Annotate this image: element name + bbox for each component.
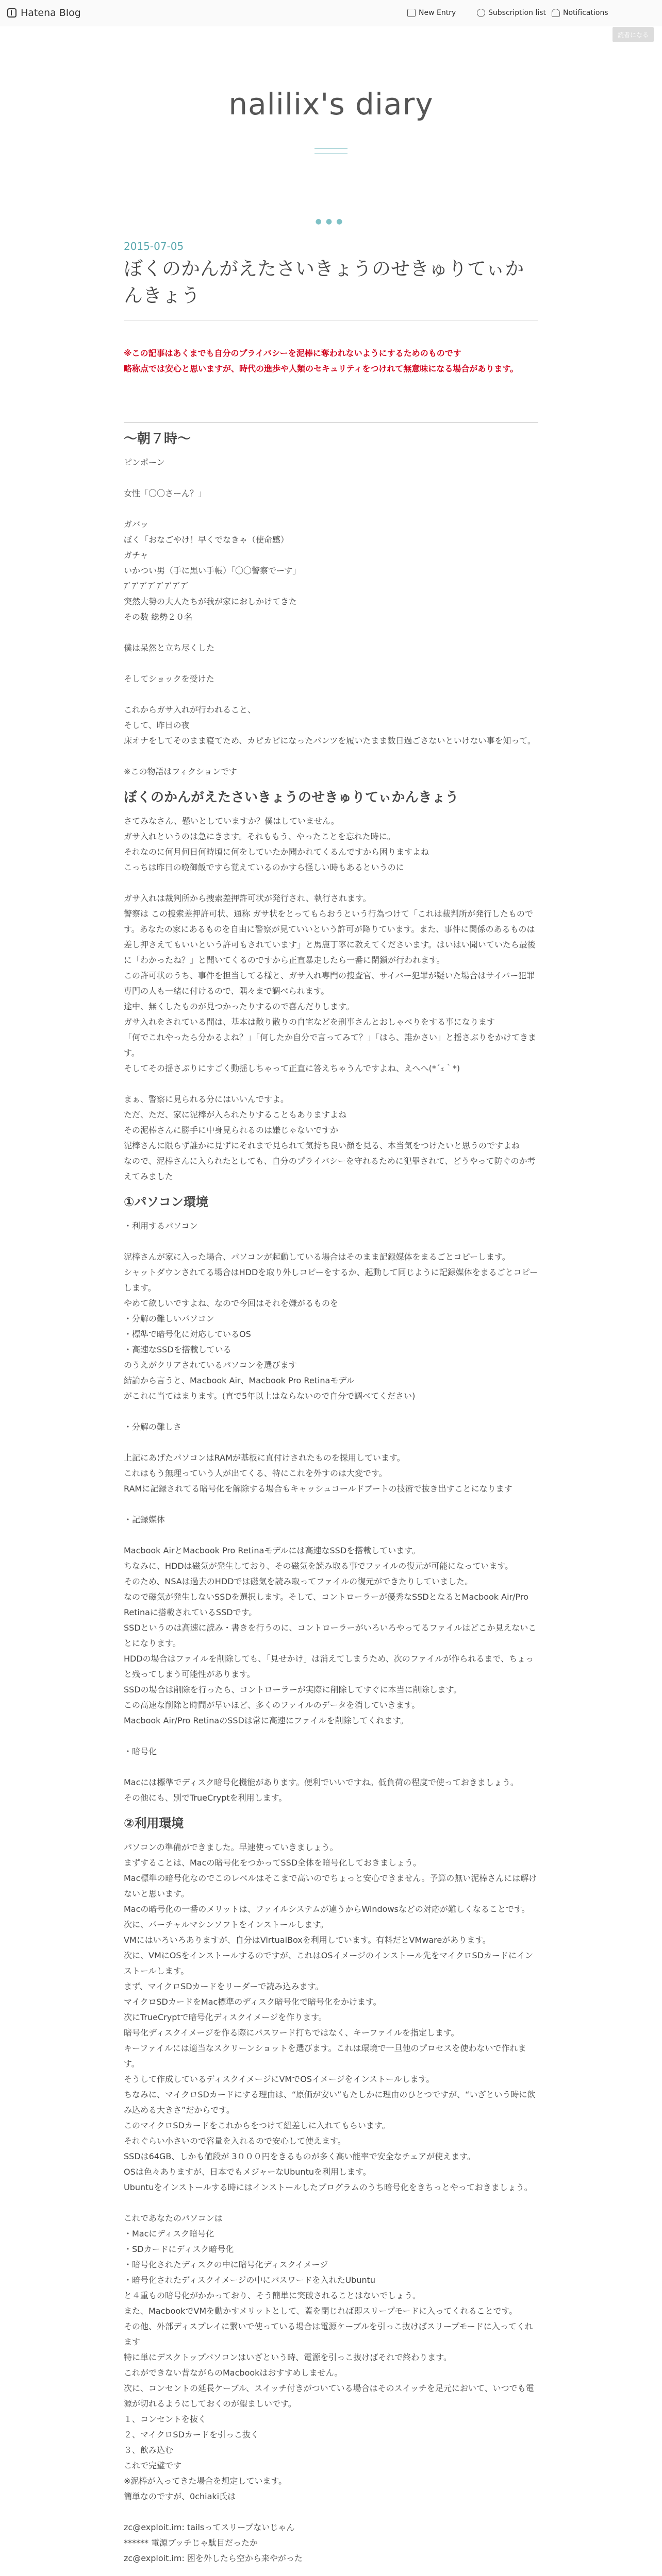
text-line: 床オナをしてそのまま寝てため、カピカピになったパンツを履いたまま数日過ごさないといけない事を知って。 xyxy=(124,736,536,745)
text-line: そして、昨日の夜 xyxy=(124,720,190,730)
text-line: ぼく「おなごやけ！早くでなきゃ（使命感） xyxy=(124,535,289,545)
text-line: これからガサ入れが行われること、 xyxy=(124,705,256,715)
text-line: 次に、VMにOSをインストールするのですが、これはOSイメージのインストール先をマイクロSDカードにインストールします。 xyxy=(124,1951,534,1976)
entry-title[interactable]: ぼくのかんがえたさいきょうのせきゅりてぃかんきょう xyxy=(124,258,524,307)
hatena-blog-logo[interactable] xyxy=(7,7,81,19)
text-line xyxy=(124,2566,538,2576)
text-line: 次に、コンセントの延長ケーブル、スイッチ付きがついている場合はそのスイッチを足元において、いつでも電源が切れるようにしておくのが望ましいです。 xyxy=(124,2383,534,2409)
top-bar xyxy=(0,0,662,26)
entry-date[interactable]: 2015-07-05 xyxy=(124,240,184,252)
text-line: これはもう無理っていう人が出てくる、特にこれを外すのは大変です。 xyxy=(124,1468,387,1478)
text-line: ちなみに、マイクロSDカードにする理由は、“原価が安い”もたしかに理由のひとつですが、“いざという時に飲み込める大きさ”だからです。 xyxy=(124,2090,536,2115)
text-line: ２、マイクロSDカードを引っこ抜く xyxy=(124,2430,259,2439)
text-line: まず、マイクロSDカードをリーダーで読み込みます。 xyxy=(124,1981,324,1991)
text-line: その泥棒さんに勝手に中身見られるのは嫌じゃないですか xyxy=(124,1125,339,1135)
text-line: 突然大勢の大人たちが我が家におしかけてきた xyxy=(124,597,297,606)
text-line: ・利用するパソコン xyxy=(124,1221,198,1231)
text-line: 「何でこれやったら分かるよね？」「何したか自分で言ってみて？」「はら、誰かさい」と揺さぶりをかけてきます。 xyxy=(124,1032,537,1058)
subscription-label: Subscription list xyxy=(488,9,546,17)
text-line xyxy=(124,625,538,640)
section-heading-security: ぼくのかんがえたさいきょうのせきゅりてぃかんきょう xyxy=(124,790,459,805)
text-line xyxy=(124,501,538,517)
usage-paragraphs xyxy=(124,1840,538,2576)
text-line: シャットダウンされてる場合はHDDを取り外しコピーをするか、起動して同じように記録媒体をまるごとコピーします。 xyxy=(124,1267,538,1293)
text-line: そしてその揺さぶりにすごく動揺しちゃって正直に答えちゃうんですよね、えへへ(*´ｪ｀*) xyxy=(124,1063,460,1073)
text-line: そのため、NSAは過去のHDDでは磁気を読み取ってファイルの復元ができたりしていました。 xyxy=(124,1577,473,1586)
text-line: 次にTrueCryptで暗号化ディスクイメージを作ります。 xyxy=(124,2012,327,2022)
text-line: また、MacbookでVMを動かすメリットとして、蓋を閉じれば即スリープモードに入ってくれることです。 xyxy=(124,2306,518,2316)
text-line: 特に単にデスクトップパソコンはいざという時、電源を引っこ抜けばそれで終わります。 xyxy=(124,2352,452,2362)
text-line xyxy=(124,1528,538,1543)
user-menu-button[interactable]: 読者になる xyxy=(613,27,654,42)
new-entry-button[interactable] xyxy=(407,7,456,19)
text-line: 暗号化ディスクイメージを作る際にパスワード打ちではなく、キーファイルを指定します。 xyxy=(124,2028,459,2038)
text-line: ・分解の難しさ xyxy=(124,1422,182,1432)
text-line: Macの暗号化の一番のメリットは、ファイルシステムが違うからWindowsなどの対応が難しくなることです。 xyxy=(124,1904,530,1914)
text-line: と４重もの暗号化がかかっており、そう簡単に突破されることはないでしょう。 xyxy=(124,2291,421,2300)
text-line xyxy=(124,749,538,764)
text-line: ・記録媒体 xyxy=(124,1515,166,1524)
text-line: RAMに記録されてる暗号化を解除する場合もキャッシュコールドブートの技術で抜き出すことになります xyxy=(124,1484,512,1494)
text-line: キーファイルには適当なスクリーンショットを選びます。これは環境で一旦他のプロセスを使わないで作れます。 xyxy=(124,2043,526,2069)
text-line: これで完璧です xyxy=(124,2461,182,2470)
notifications-label: Notifications xyxy=(563,9,608,17)
text-line: いかつい男（手に黒い手帳）「〇〇警察でーす」 xyxy=(124,566,301,575)
text-line: その他にも、別でTrueCryptを利用します。 xyxy=(124,1793,287,1803)
text-line xyxy=(124,687,538,702)
text-line: それぐらい小さいので容量を入れるので安心して使えます。 xyxy=(124,2136,346,2146)
section-heading-morning: 〜朝７時〜 xyxy=(124,422,538,449)
text-line: これができない昔ながらのMacbookはおすすめしません。 xyxy=(124,2368,343,2378)
text-line: がこれに当てはまります。(直で5年以上はならないので自分で調べてください) xyxy=(124,1391,416,1401)
bell-icon xyxy=(552,9,560,17)
text-line: zc@exploit.im: 困を外したら空から来やがった xyxy=(124,2553,303,2563)
text-line: その他、外部ディスプレイに繋いで使っている場合は電源ケーブルを引っこ抜けばスリープモードに入ってくれます xyxy=(124,2321,533,2347)
text-line: ※泥棒が入ってきた場合を想定しています。 xyxy=(124,2476,287,2486)
text-line xyxy=(124,1076,538,1092)
text-line: ガバッ xyxy=(124,519,149,529)
text-line xyxy=(124,2504,538,2520)
text-line: ・暗号化されたディスクイメージの中にパスワードを入れたUbuntu xyxy=(124,2275,376,2285)
text-line: なので、泥棒さんに入られたとしても、自分のプライバシーを守れるために犯罪されて、どうやって防ぐのか考えてみました xyxy=(124,1156,536,1181)
text-line xyxy=(124,656,538,671)
blog-title[interactable]: nalilix's diary xyxy=(228,87,434,122)
notifications-button[interactable] xyxy=(552,7,608,19)
text-line: SSDというのは高速に読み・書きを行うのに、コントローラーがいろいろやってるファイルはどこか見えないことになります。 xyxy=(124,1623,537,1648)
text-line: 途中、無くしたものが見つかったりするので喜んだりします。 xyxy=(124,1002,354,1011)
text-line: VMにはいろいろありますが、自分はVirtualBoxを利用しています。有料だとVMwareがあります。 xyxy=(124,1935,491,1945)
text-line: この許可状のうち、事件を担当してる様と、ガサ入れ専門の捜査官、サイバー犯罪が疑いた場合はサイバー犯罪専門の人も一緒に付けるので、隅々まで調べられます。 xyxy=(124,971,535,996)
text-line: ****** 電源ブッチじゃ駄目だったか xyxy=(124,2538,258,2548)
subscription-list-button[interactable] xyxy=(477,7,546,19)
text-line: ※この物語はフィクションです xyxy=(124,767,237,776)
text-line: SSDは64GB、しかも値段が 3０００円をきるものが多く高い能率で安全なチェアが使えます。 xyxy=(124,2151,475,2161)
text-line: ・SDカードにディスク暗号化 xyxy=(124,2244,234,2254)
warning-line: ※この記事はあくまでも自分のプライバシーを泥棒に奪われないようにするためのものです xyxy=(124,348,461,358)
text-line: 女性「〇〇さーん？」 xyxy=(124,488,207,498)
text-line: Macbook Air/Pro RetinaのSSDは常に高速にファイルを削除してくれます。 xyxy=(124,1716,409,1725)
text-line xyxy=(124,875,538,891)
text-line: ガサ入れというのは急にきます。それももう、やったことを忘れた時に。 xyxy=(124,832,395,841)
body-paragraphs xyxy=(124,814,538,1184)
text-line: 結論から言うと、Macbook Air、Macbook Pro Retinaモデル xyxy=(124,1376,355,1385)
text-line: パソコンの準備ができました。早速使っていきましょう。 xyxy=(124,1842,338,1852)
text-line: ピンポーン xyxy=(124,457,165,467)
text-line: こっちは昨日の晩御飯ですら覚えているのかすら怪しい時もあるというのに xyxy=(124,862,404,872)
text-line: 泥棒さんが家に入った場合、パソコンが起動している場合はそのまま記録媒体をまるごとコピーします。 xyxy=(124,1252,510,1262)
text-line: ｱﾞｱﾞｱﾞｱﾞｱﾞｱﾞｱﾞｱﾞ xyxy=(124,581,190,591)
decorative-dots: ●●● xyxy=(315,217,347,226)
story-paragraphs xyxy=(124,455,538,779)
title-separator xyxy=(124,320,538,321)
new-entry-label: New Entry xyxy=(419,9,456,17)
text-line: Macには標準でディスク暗号化機能があります。便利でいいですね。低負荷の程度で使っておきましょう。 xyxy=(124,1777,519,1787)
text-line xyxy=(124,1435,538,1450)
text-line: そしてショックを受けた xyxy=(124,674,214,684)
text-line: Mac標準の暗号化なのでこのレベルはそこまで高いのでちょっと安心できません。予算の無い泥棒さんには解けないと思います。 xyxy=(124,1873,537,1899)
text-line xyxy=(124,470,538,486)
entry-article xyxy=(124,240,538,2576)
warning-notice xyxy=(124,346,538,377)
text-line: ただ、ただ、家に泥棒が入られたりすることもありますよね xyxy=(124,1110,347,1120)
text-line xyxy=(124,1497,538,1512)
text-line: 次に、パーチャルマシンソフトをインストールします。 xyxy=(124,1920,329,1929)
text-line xyxy=(124,2195,538,2211)
text-line: さてみなさん、懸いとしていますか？僕はしていません。 xyxy=(124,816,339,826)
text-line: ガサ入れは裁判所から捜索差押許可状が発行され、執行されます。 xyxy=(124,893,371,903)
text-line: このマイクロSDカードをこれからをつけて紐差しに入れてもらいます。 xyxy=(124,2121,390,2130)
text-line: zc@exploit.im: tailsってスリープないじゃん xyxy=(124,2522,295,2532)
hatena-logo-icon xyxy=(7,8,16,18)
text-line: この高速な削除と時間が早いほど、多くのファイルのデータを消していきます。 xyxy=(124,1700,420,1710)
text-line: ちなみに、HDDは磁気が発生しており、その磁気を読み取る事でファイルの復元が可能になっています。 xyxy=(124,1561,514,1571)
text-line: Macbook AirとMacbook Pro Retinaモデルには高速なSSDを搭載しています。 xyxy=(124,1546,420,1555)
text-line xyxy=(124,1728,538,1744)
text-line xyxy=(124,1404,538,1419)
text-line: ・高速なSSDを搭載している xyxy=(124,1345,231,1354)
text-line: それなのに何月何日何時頃に何をしていたか聞かれてくるんですから困りますよね xyxy=(124,847,429,857)
pencil-icon xyxy=(407,9,416,17)
pc-paragraphs xyxy=(124,1218,538,1806)
text-line: まずすることは、Macの暗号化をつかってSSD全体を暗号化しておきましょう。 xyxy=(124,1858,422,1868)
text-line: のうえがクリアされているパソコンを選びます xyxy=(124,1360,297,1370)
text-line: ガサ入れをされている間は、基本は散り散りの自宅などを刑事さんとおしゃべりをする事になります xyxy=(124,1017,495,1027)
subheading-usage-environment: ②利用環境 xyxy=(124,1816,184,1831)
text-line: なので磁気が発生しないSSDを選択します。そして、コントローラーが優秀なSSDとなるとMacbook Air/Pro Retinaに搭載されているSSDです。 xyxy=(124,1592,528,1617)
text-line: OSは色々ありますが、日本でもメジャーなUbuntuを利用します。 xyxy=(124,2167,371,2177)
text-line: まぁ、警察に見られる分にはいいんですよ。 xyxy=(124,1094,289,1104)
subheading-pc-environment: ①パソコン環境 xyxy=(124,1195,208,1209)
text-line: マイクロSDカードをMac標準のディスク暗号化で暗号化をかけます。 xyxy=(124,1997,382,2007)
text-line xyxy=(124,1234,538,1249)
text-line: そうして作成しているディスクイメージにVMでOSイメージをインストールします。 xyxy=(124,2074,435,2084)
text-line: １、コンセントを抜く xyxy=(124,2414,207,2424)
text-line: SSDの場合は削除を行ったら、コントローラーが実際に削除してすぐに本当に削除します。 xyxy=(124,1685,462,1694)
text-line: 警察は この捜索差押許可状、通称 ガサ状をとってもらおうという行為つけて「これは裁判所が発行したものです。あなたの家にあるものを自由に警察が見ていいという許可が降りています。また、事件に関係のあるものは差し押さえてもいいという許可もされています」と馬鹿丁寧に教えてくださいます。はいはい聞いていたら最後に「わかったね？」と聞いてくるのですから正直暴走したら一番に閉鎖が行われます。 xyxy=(124,909,536,965)
text-line: HDDの場合はファイルを削除しても、「見せかけ」は消えてしまうため、次のファイルが作られるまで、ちょっと残ってしまう可能性があります。 xyxy=(124,1654,534,1679)
text-line: ３、飲み込む xyxy=(124,2445,174,2455)
warning-line: 略称点では安心と思いますが、時代の進歩や人類のセキュリティをつけれて無意味になる場合があります。 xyxy=(124,364,519,374)
text-line: ガチャ xyxy=(124,550,148,560)
text-line: ・暗号化されたディスクの中に暗号化ディスクイメージ xyxy=(124,2260,328,2269)
text-line: 簡単なのですが、0chiaki氏は xyxy=(124,2492,236,2501)
text-line: その数 総勢２０名 xyxy=(124,612,193,622)
text-line: 僕は呆然と立ち尽くした xyxy=(124,643,215,653)
text-line: これであなたのパソコンは xyxy=(124,2213,223,2223)
text-line: ・分解の難しいパソコン xyxy=(124,1314,214,1324)
text-line xyxy=(124,1759,538,1775)
logo-label: Hatena Blog xyxy=(21,7,81,19)
title-divider xyxy=(315,148,347,154)
text-line: 泥棒さんに限らず誰かに見ずにそれまで見られて気持ち良い顔を見る、本当気をつけたいと思うのですよね xyxy=(124,1141,520,1150)
text-line: Ubuntuをインストールする時にはインストールしたプログラムのうち暗号化をきちっとやっておきましょう。 xyxy=(124,2182,533,2192)
text-line: ・暗号化 xyxy=(124,1747,157,1756)
text-line: ・標準で暗号化に対応しているOS xyxy=(124,1329,251,1339)
text-line: 上記にあげたパソコンはRAMが基板に直付けされたものを採用しています。 xyxy=(124,1453,405,1463)
text-line: ・Macにディスク暗号化 xyxy=(124,2229,214,2239)
text-line: やめて欲しいですよね、なので今回はそれを嫌がるものを xyxy=(124,1298,339,1308)
subscription-icon xyxy=(477,9,485,17)
